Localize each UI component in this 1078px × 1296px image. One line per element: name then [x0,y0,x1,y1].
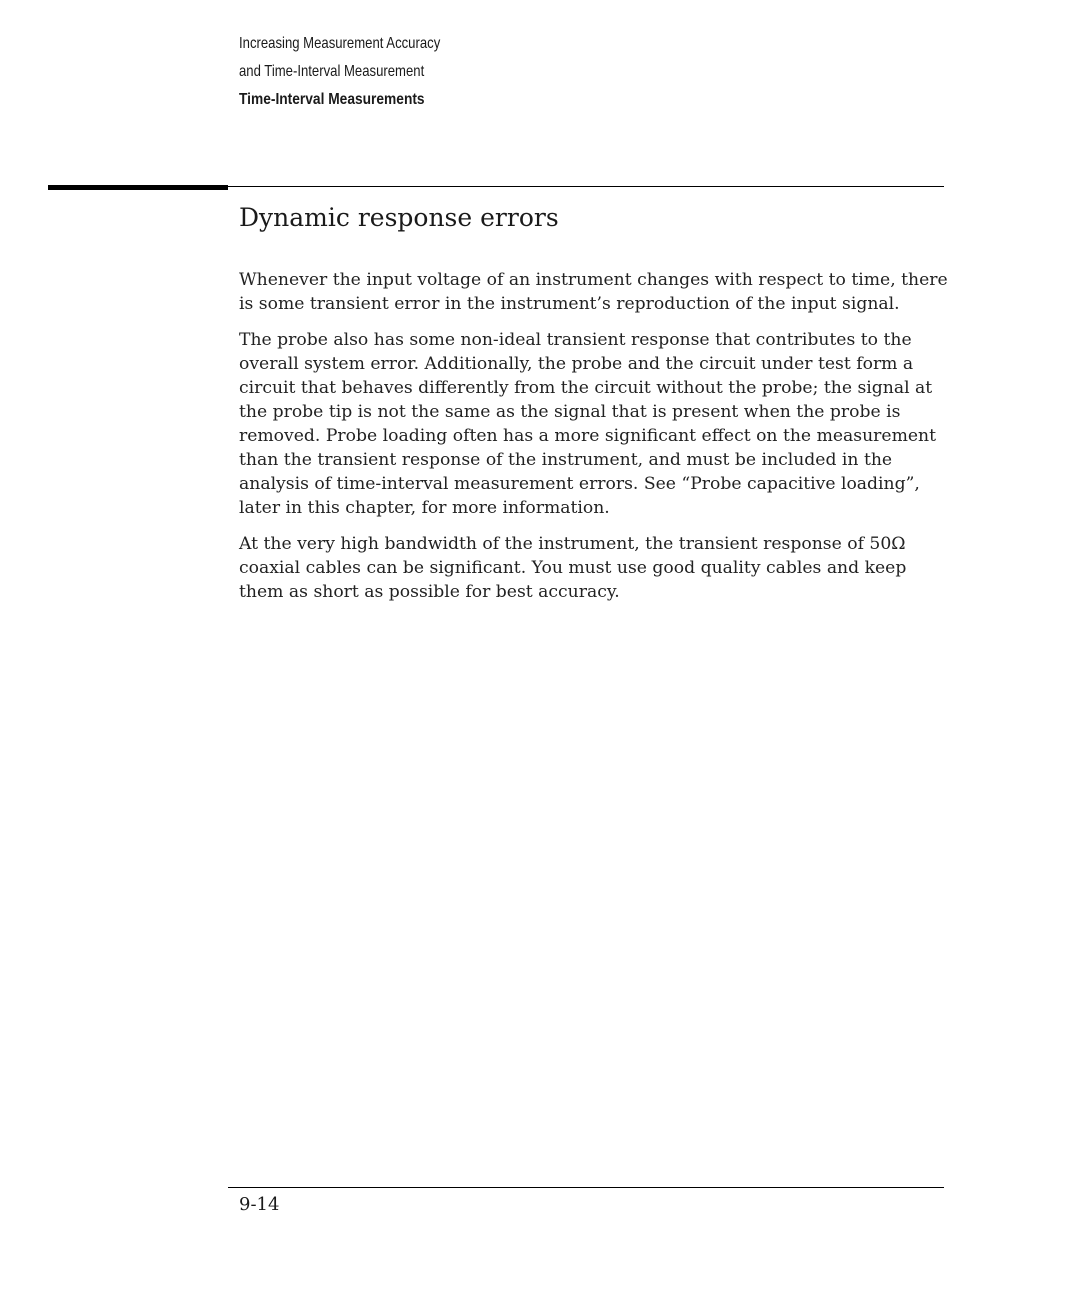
header-section-title: Time-Interval Measurements [239,91,425,108]
header-chapter-line-2: and Time-Interval Measurement [239,63,425,80]
section-rule-thick [48,185,228,190]
header-chapter-line-1: Increasing Measurement Accuracy [239,35,441,52]
section-heading: Dynamic response errors [239,203,559,232]
page-number: 9-14 [239,1194,280,1215]
body-text [239,268,954,616]
paragraph-coaxial-cables: At the very high bandwidth of the instrument, the transient response of 50Ω coaxial cables can be significant. You must use good quality cables and keep them as short as possible for best accuracy. [239,534,907,602]
section-rule-thin [228,186,944,187]
footer-rule [228,1187,944,1188]
paragraph-probe-response: The probe also has some non-ideal transient response that contributes to the overall system error. Additionally, the probe and the circuit under test form a circuit that behaves differently from the circuit without the probe; the signal at the probe tip is not the same as the signal that is present when the probe is removed. Probe loading often has a more significant effect on the measurement than the transient response of the instrument, and must be included in the analysis of time-interval measurement errors. See “Probe capacitive loading”, later in this chapter, for more information. [239,330,937,518]
running-header [239,30,484,114]
paragraph-transient-error: Whenever the input voltage of an instrument changes with respect to time, there is some transient error in the instrument’s reproduction of the input signal. [239,270,948,314]
